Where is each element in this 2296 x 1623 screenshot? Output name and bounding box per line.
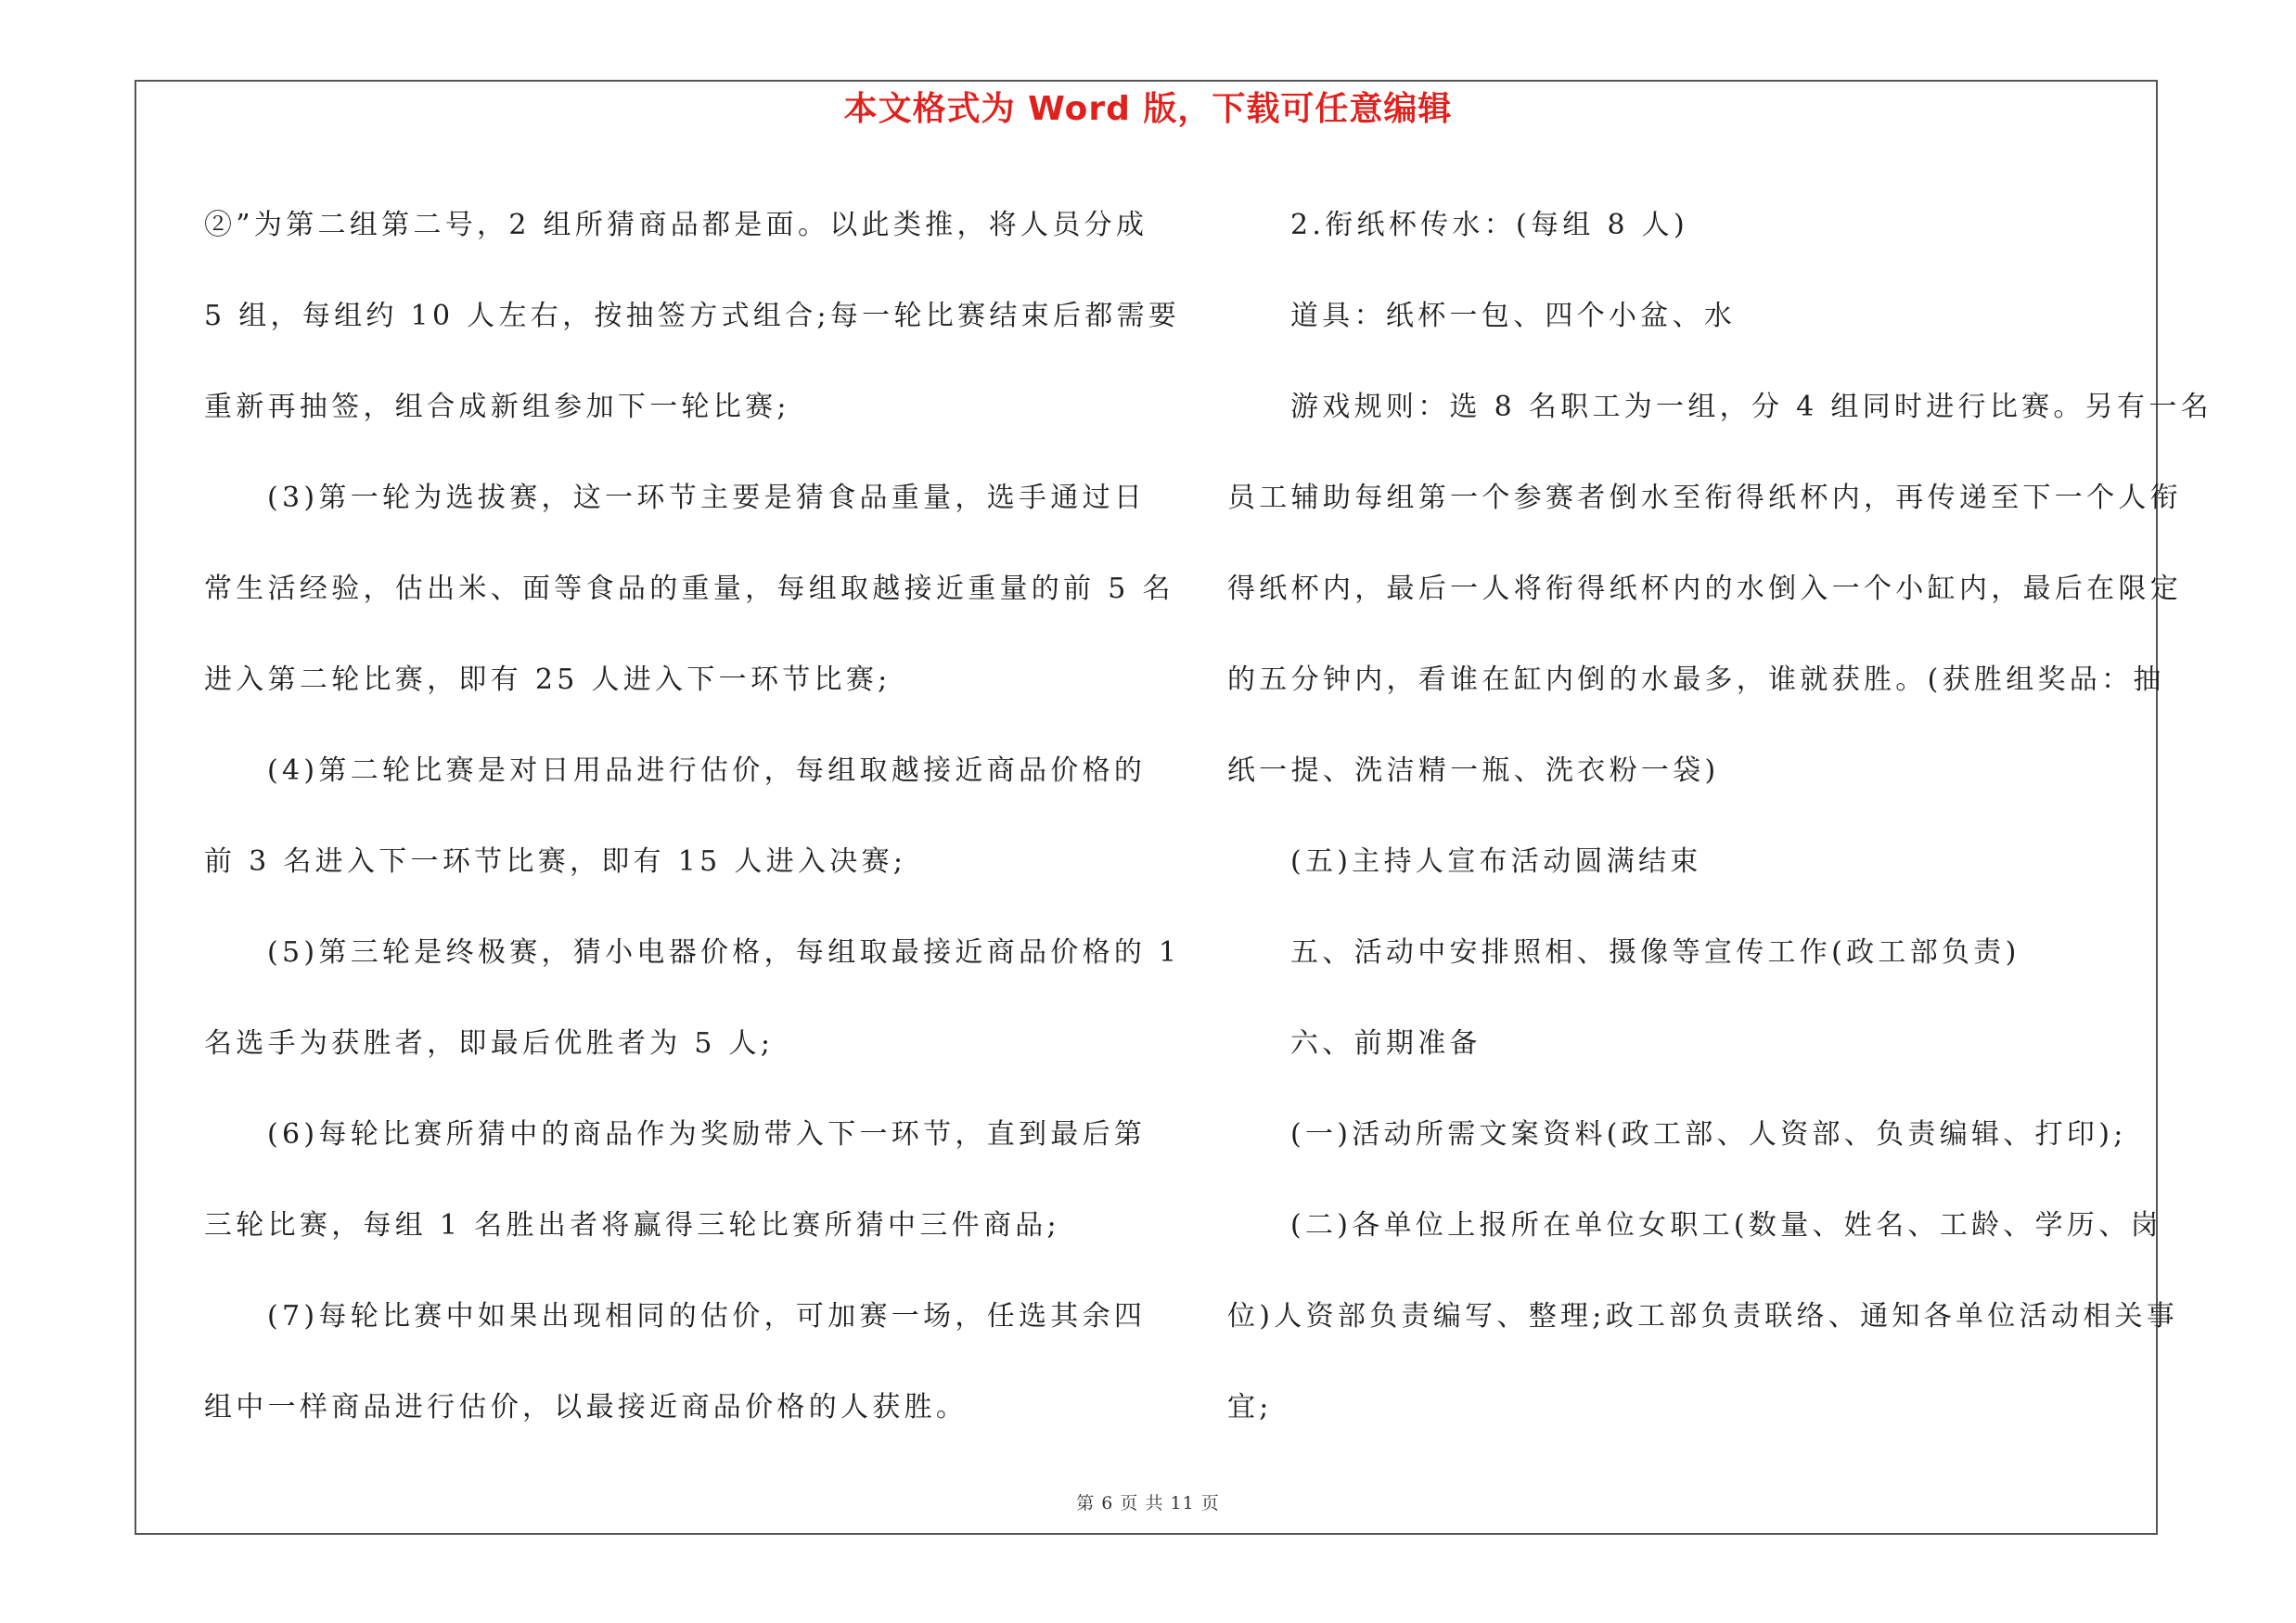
paragraph-line: 三轮比赛，每组 1 名胜出者将赢得三轮比赛所猜中三件商品; (204, 1209, 1060, 1242)
paragraph-line: (5)第三轮是终极赛，猜小电器价格，每组取最接近商品价格的 1 (267, 936, 1181, 969)
paragraph-line: ②”为第二组第二号，2 组所猜商品都是面。以此类推，将人员分成 (204, 209, 1148, 241)
paragraph-line: 前 3 名进入下一环节比赛，即有 15 人进入决赛; (204, 845, 907, 878)
paragraph-line: 五、活动中安排照相、摄像等宣传工作(政工部负责) (1290, 936, 2020, 969)
paragraph-line: 组中一样商品进行估价，以最接近商品价格的人获胜。 (204, 1391, 968, 1423)
paragraph-line: (6)每轮比赛所猜中的商品作为奖励带入下一环节，直到最后第 (267, 1118, 1147, 1151)
page-footer: 第 6 页 共 11 页 (1076, 1493, 1220, 1514)
paragraph-line: (3)第一轮为选拔赛，这一环节主要是猜食品重量，选手通过日 (267, 482, 1147, 514)
paragraph-line: (一)活动所需文案资料(政工部、人资部、负责编辑、打印); (1290, 1118, 2127, 1151)
paragraph-line: 六、前期准备 (1290, 1027, 1481, 1060)
format-banner: 本文格式为 Word 版，下载可任意编辑 (843, 90, 1453, 128)
paragraph-line: 宜; (1227, 1391, 1273, 1423)
paragraph-line: 员工辅助每组第一个参赛者倒水至衔得纸杯内，再传递至下一个人衔 (1227, 482, 2182, 514)
paragraph-line: 2.衔纸杯传水：(每组 8 人) (1290, 209, 1688, 241)
paragraph-line: (二)各单位上报所在单位女职工(数量、姓名、工龄、学历、岗 (1290, 1209, 2162, 1242)
paragraph-line: 纸一提、洗洁精一瓶、洗衣粉一袋) (1227, 754, 1720, 787)
left-column (204, 180, 1181, 1453)
paragraph-line: 常生活经验，估出米、面等食品的重量，每组取越接近重量的前 5 名 (204, 573, 1174, 605)
paragraph-line: 游戏规则：选 8 名职工为一组，分 4 组同时进行比赛。另有一名 (1290, 391, 2213, 423)
paragraph-line: 重新再抽签，组合成新组参加下一轮比赛; (204, 391, 790, 423)
paragraph-line: 得纸杯内，最后一人将衔得纸杯内的水倒入一个小缸内，最后在限定 (1227, 573, 2182, 605)
paragraph-line: (4)第二轮比赛是对日用品进行估价，每组取越接近商品价格的 (267, 754, 1147, 787)
paragraph-line: 道具：纸杯一包、四个小盆、水 (1290, 300, 1737, 332)
paragraph-line: (7)每轮比赛中如果出现相同的估价，可加赛一场，任选其余四 (267, 1300, 1147, 1333)
right-column (1227, 180, 2213, 1453)
paragraph-line: 进入第二轮比赛，即有 25 人进入下一环节比赛; (204, 663, 891, 696)
paragraph-line: 位)人资部负责编写、整理;政工部负责联络、通知各单位活动相关事 (1227, 1300, 2179, 1333)
paragraph-line: 的五分钟内，看谁在缸内倒的水最多，谁就获胜。(获胜组奖品：抽 (1227, 663, 2165, 696)
paragraph-line: 5 组，每组约 10 人左右，按抽签方式组合;每一轮比赛结束后都需要 (204, 300, 1181, 332)
paragraph-line: 名选手为获胜者，即最后优胜者为 5 人; (204, 1027, 775, 1060)
paragraph-line: (五)主持人宣布活动圆满结束 (1290, 845, 1702, 878)
